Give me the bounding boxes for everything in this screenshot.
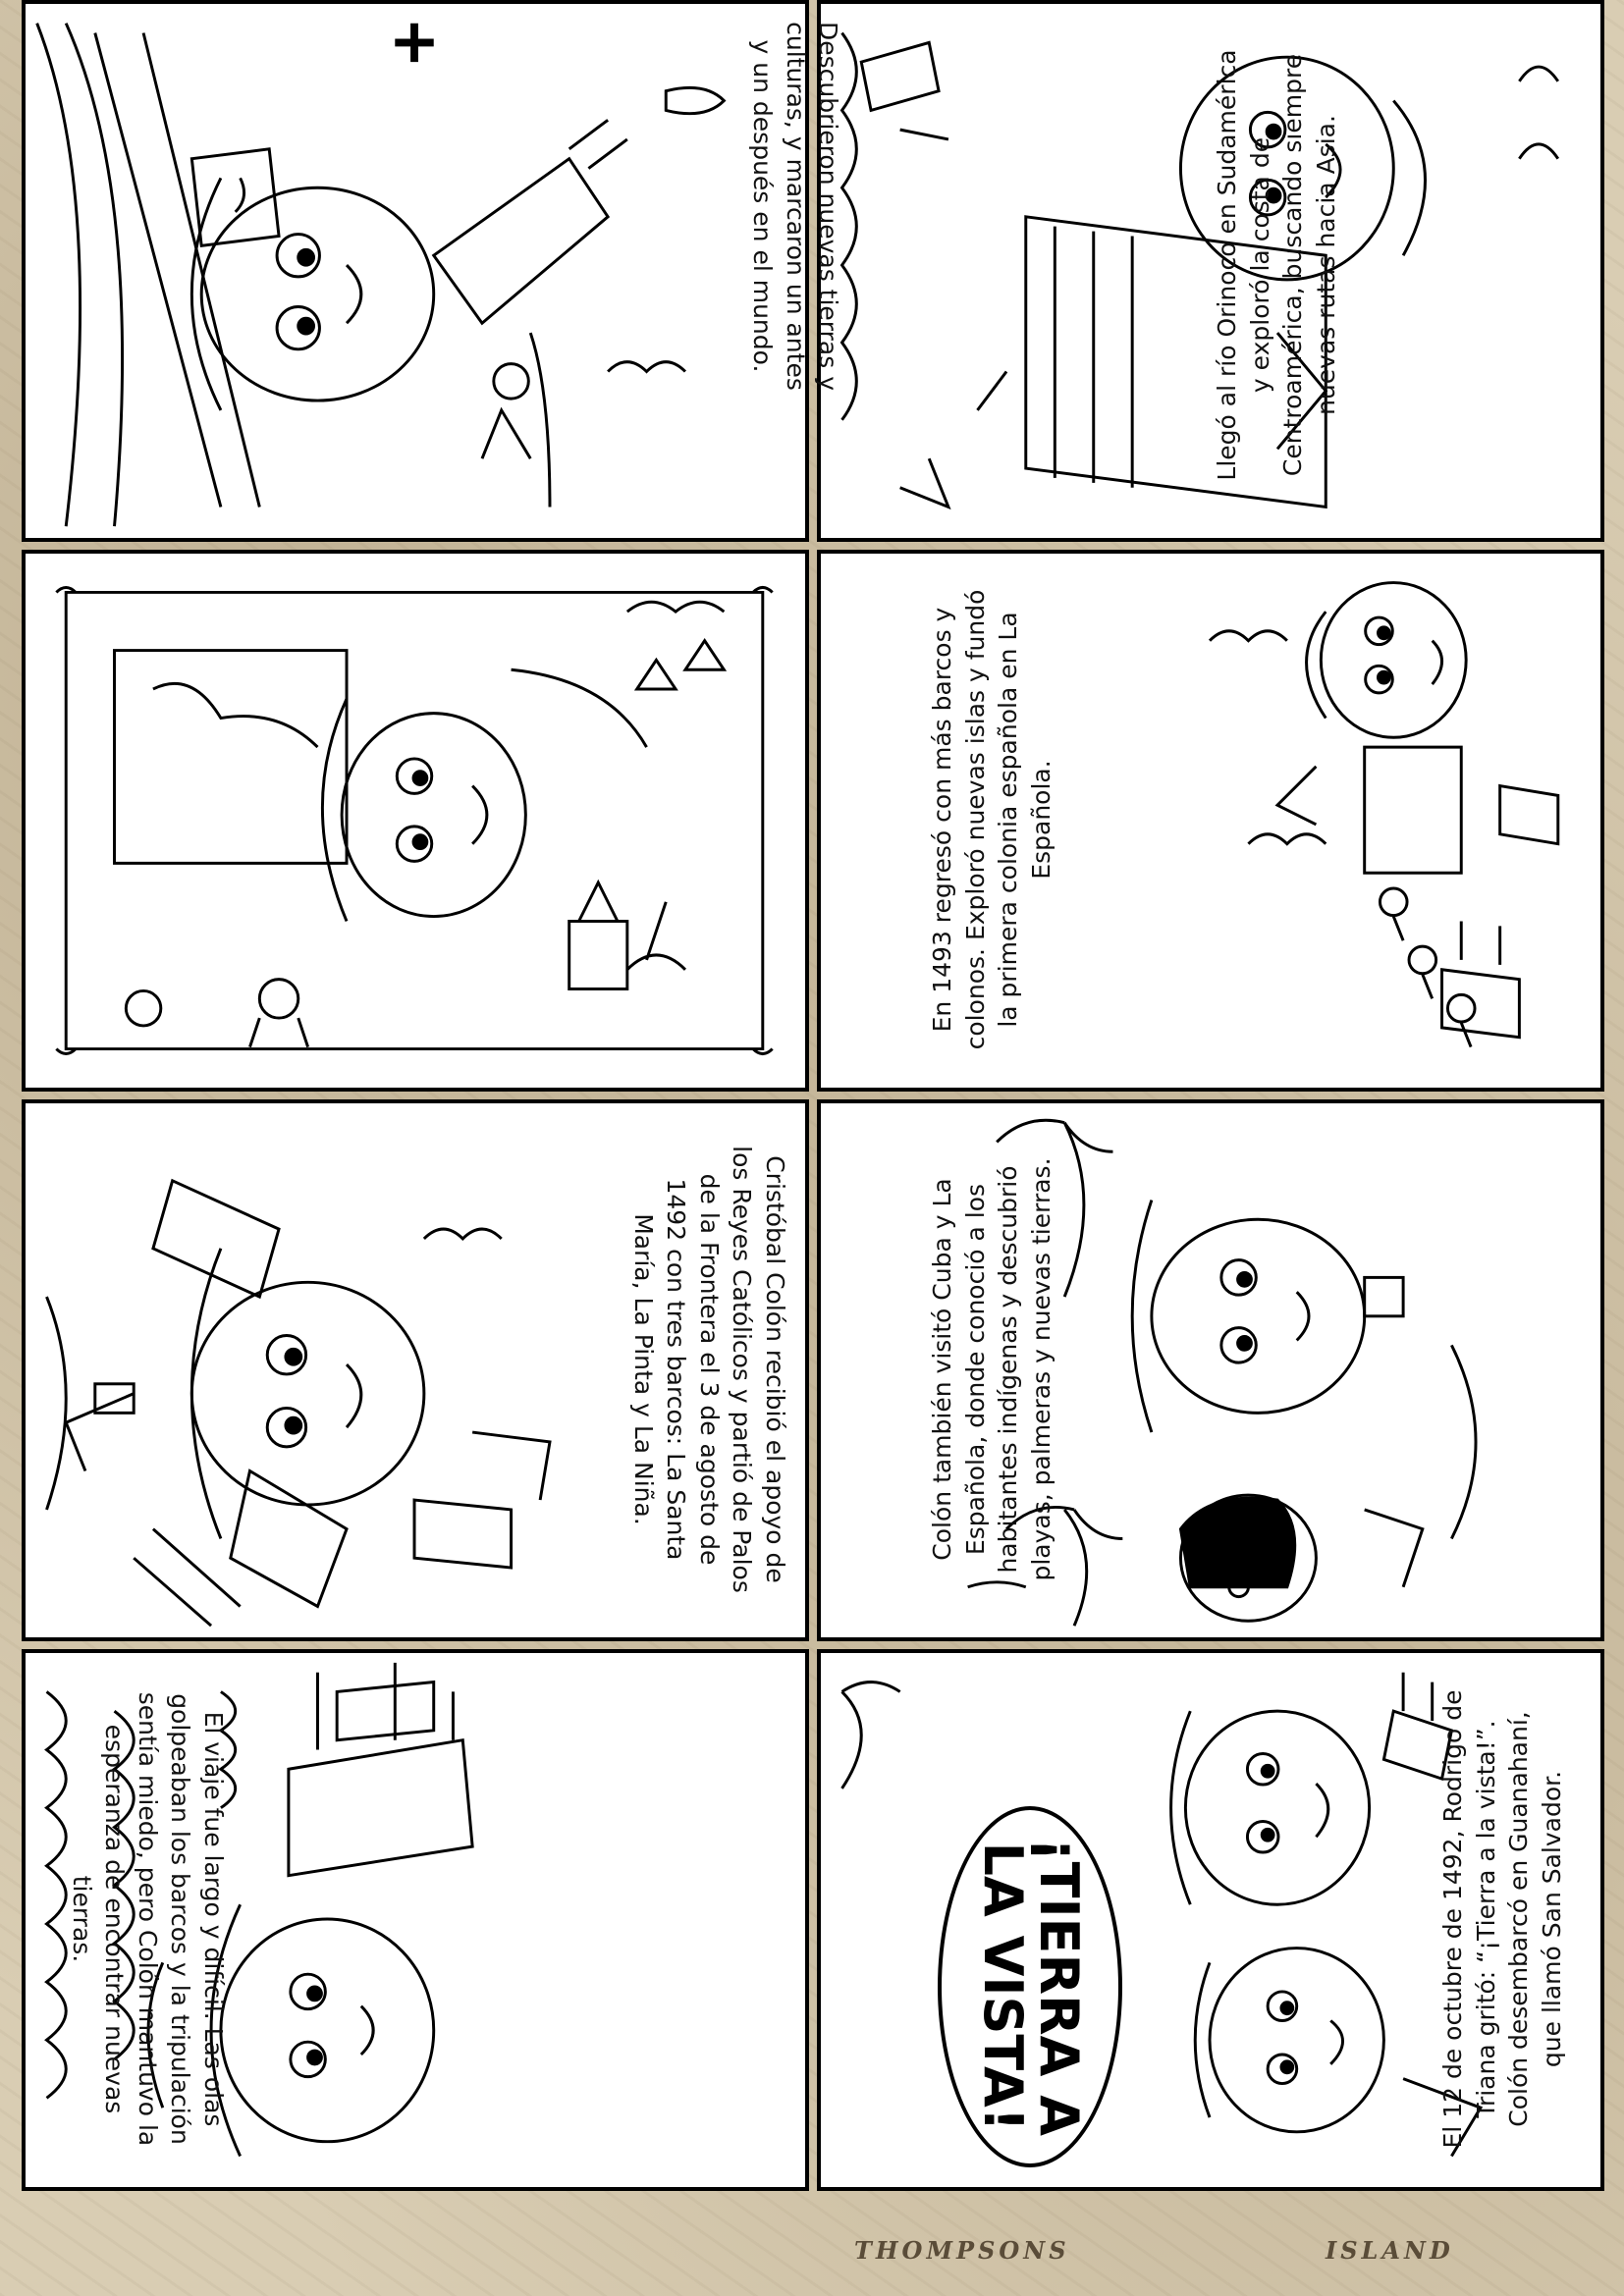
speech-bubble-text: ¡TIERRA A LA VISTA!	[972, 1838, 1090, 2136]
card-voyage-text	[49, 1688, 245, 2150]
card-orinoco-text	[1193, 39, 1360, 491]
card-orinoco-caption: Llegó al río Orinoco en Sudamérica y exploró la costa de Centroamérica, buscando siempre nuevas rutas hacia Asia.	[1213, 49, 1340, 481]
card-colony-caption: En 1493 regresó con más barcos y colonos. Exploró nuevas islas y fundó la primera colonia española en La Española.	[928, 589, 1056, 1050]
card-cuba-text	[908, 1139, 1075, 1600]
card-discoveries-text	[731, 15, 859, 398]
card-discoveries-caption: Descubrieron nuevas tierras y culturas, y marcaron un antes y un después en el mundo.	[748, 21, 843, 392]
explorer-holding-map-frame-illustration	[26, 554, 805, 1088]
card-land-ho-text	[1419, 1688, 1586, 2150]
card-departure-text	[616, 1139, 802, 1600]
card-colony-text	[908, 589, 1075, 1050]
card-cuba-caption: Colón también visitó Cuba y La Española, donde conoció a los habitantes indígenas y descubrió playas, palmeras y nuevas tierras.	[928, 1157, 1056, 1581]
map-label-island: ISLAND	[1326, 2236, 1454, 2265]
card-discoveries	[22, 0, 809, 542]
card-map-scene	[22, 550, 809, 1092]
map-label-thompsons: THOMPSONS	[854, 2236, 1070, 2265]
card-voyage-caption: El viaje fue largo y difícil. Las olas golpeaban los barcos y la tripulación sentía miedo, pero Colón mantuvo la esperanza de encontrar nuevas tierras.	[67, 1691, 228, 2147]
card-land-ho-caption: El 12 de octubre de 1492, Rodrigo de Triana gritó: “¡Tierra a la vista!”. Colón desembarcó en Guanahaní, que llamó San Salvador.	[1438, 1689, 1566, 2149]
speech-bubble	[938, 1806, 1122, 2167]
card-departure-caption: Cristóbal Colón recibió el apoyo de los Reyes Católicos y partió de Palos de la Frontera el 3 de agosto de 1492 con tres barcos: La Santa María, La Pinta y La Niña.	[628, 1146, 789, 1593]
